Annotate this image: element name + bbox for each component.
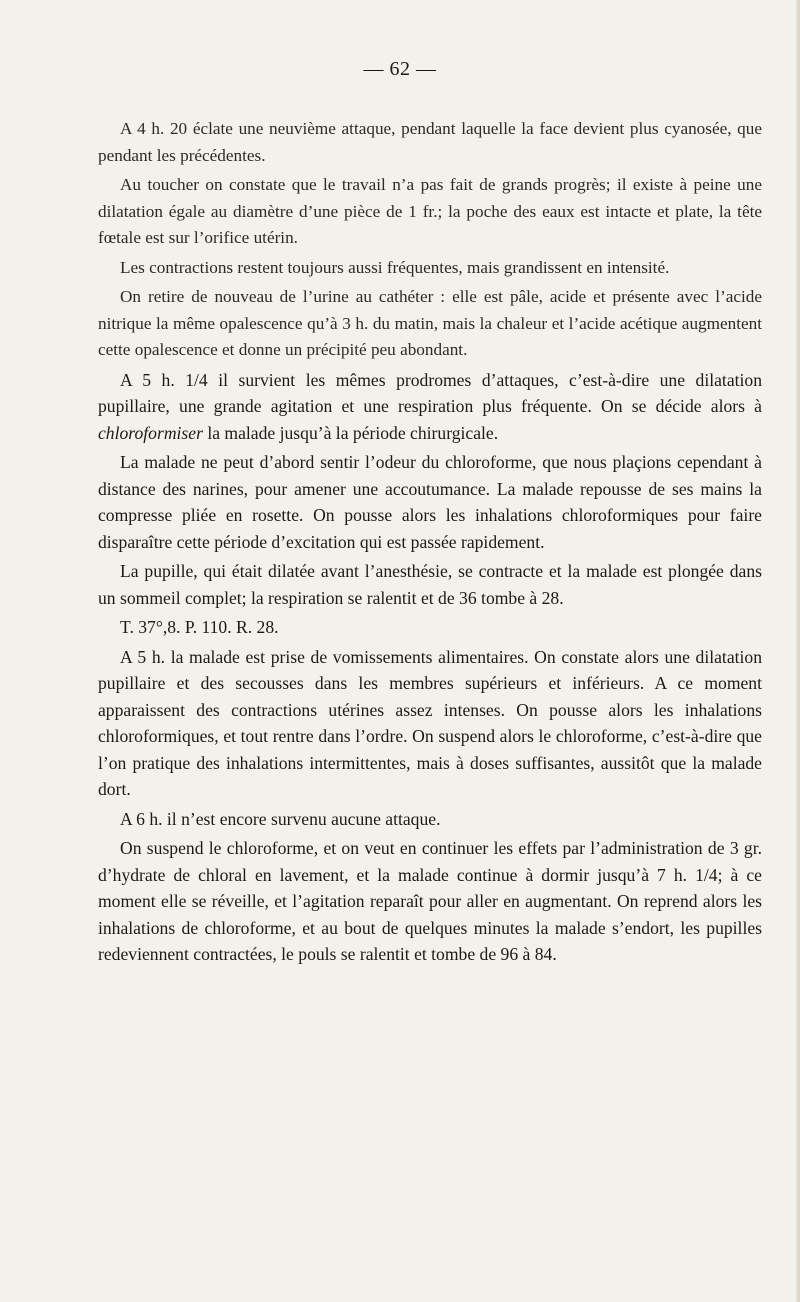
body-text: [98, 116, 762, 971]
paragraph-5-before: A 5 h. 1/4 il survient les mêmes prodromes d’attaques, c’est-à-dire une dilatation pupillaire, une grande agitation et une respiration plus fréquente. On se décide alors à: [98, 369, 762, 416]
paragraph-5-after: la malade jusqu’à la période chirurgicale.: [202, 422, 499, 443]
paragraph-6: La malade ne peut d’abord sentir l’odeur du chloroforme, que nous plaçions cependant à distance des narines, pour amener une accoutumance. La malade repousse de ses mains la compresse pliée en rosette. On pousse alors les inhalations chloroformiques pour faire disparaître cette période d’excitation qui est passée rapidement.: [98, 452, 762, 552]
page-number: — 62 —: [363, 58, 437, 80]
paragraph-11: On suspend le chloroforme, et on veut en continuer les effets par l’administration de 3 gr. d’hydrate de chloral en lavement, et la malade continue à dormir jusqu’à 7 h. 1/4; à ce moment elle se réveille, et l’agitation reparaît pour aller en augmentant. On reprend alors les inhalations de chloroforme, et au bout de quelques minutes la malade s’endort, les pupilles redeviennent contractées, le pouls se ralentit et tombe de 96 à 84.: [98, 838, 762, 964]
vital-signs: T. 37°,8. P. 110. R. 28.: [120, 617, 279, 637]
page-edge-shadow: [796, 0, 800, 1302]
paragraph-5-italic: chloroformiser: [98, 422, 203, 443]
paragraph-9: A 5 h. la malade est prise de vomissements alimentaires. On constate alors une dilatation pupillaire et des secousses dans les membres supérieurs et inférieurs. A ce moment apparaissent des contractions utérines assez intenses. On pousse alors les inhalations chloroformiques, et tout rentre dans l’ordre. On suspend alors le chloroforme, c’est-à-dire que l’on pratique des inhalations intermittentes, mais à doses suffisantes, aussitôt que la malade dort.: [98, 646, 762, 799]
paragraph-3: Les contractions restent toujours aussi fréquentes, mais grandissent en intensité.: [120, 257, 670, 277]
paragraph-5: [98, 367, 762, 447]
paragraph-1: A 4 h. 20 éclate une neuvième attaque, pendant laquelle la face devient plus cyanosée, que pendant les précédentes.: [98, 119, 762, 165]
paragraph-4: On retire de nouveau de l’urine au cathéter : elle est pâle, acide et présente avec l’acide nitrique la même opalescence qu’à 3 h. du matin, mais la chaleur et l’acide acétique augmentent cette opalescence et donne un précipité peu abondant.: [98, 287, 762, 359]
paragraph-2: Au toucher on constate que le travail n’a pas fait de grands progrès; il existe à peine une dilatation égale au diamètre d’une pièce de 1 fr.; la poche des eaux est intacte et plate, la tête fœtale est sur l’orifice utérin.: [98, 175, 762, 247]
paragraph-10: A 6 h. il n’est encore survenu aucune attaque.: [120, 808, 441, 829]
paragraph-7: La pupille, qui était dilatée avant l’anesthésie, se contracte et la malade est plongée dans un sommeil complet; la respiration se ralentit et de 36 tombe à 28.: [98, 561, 762, 608]
